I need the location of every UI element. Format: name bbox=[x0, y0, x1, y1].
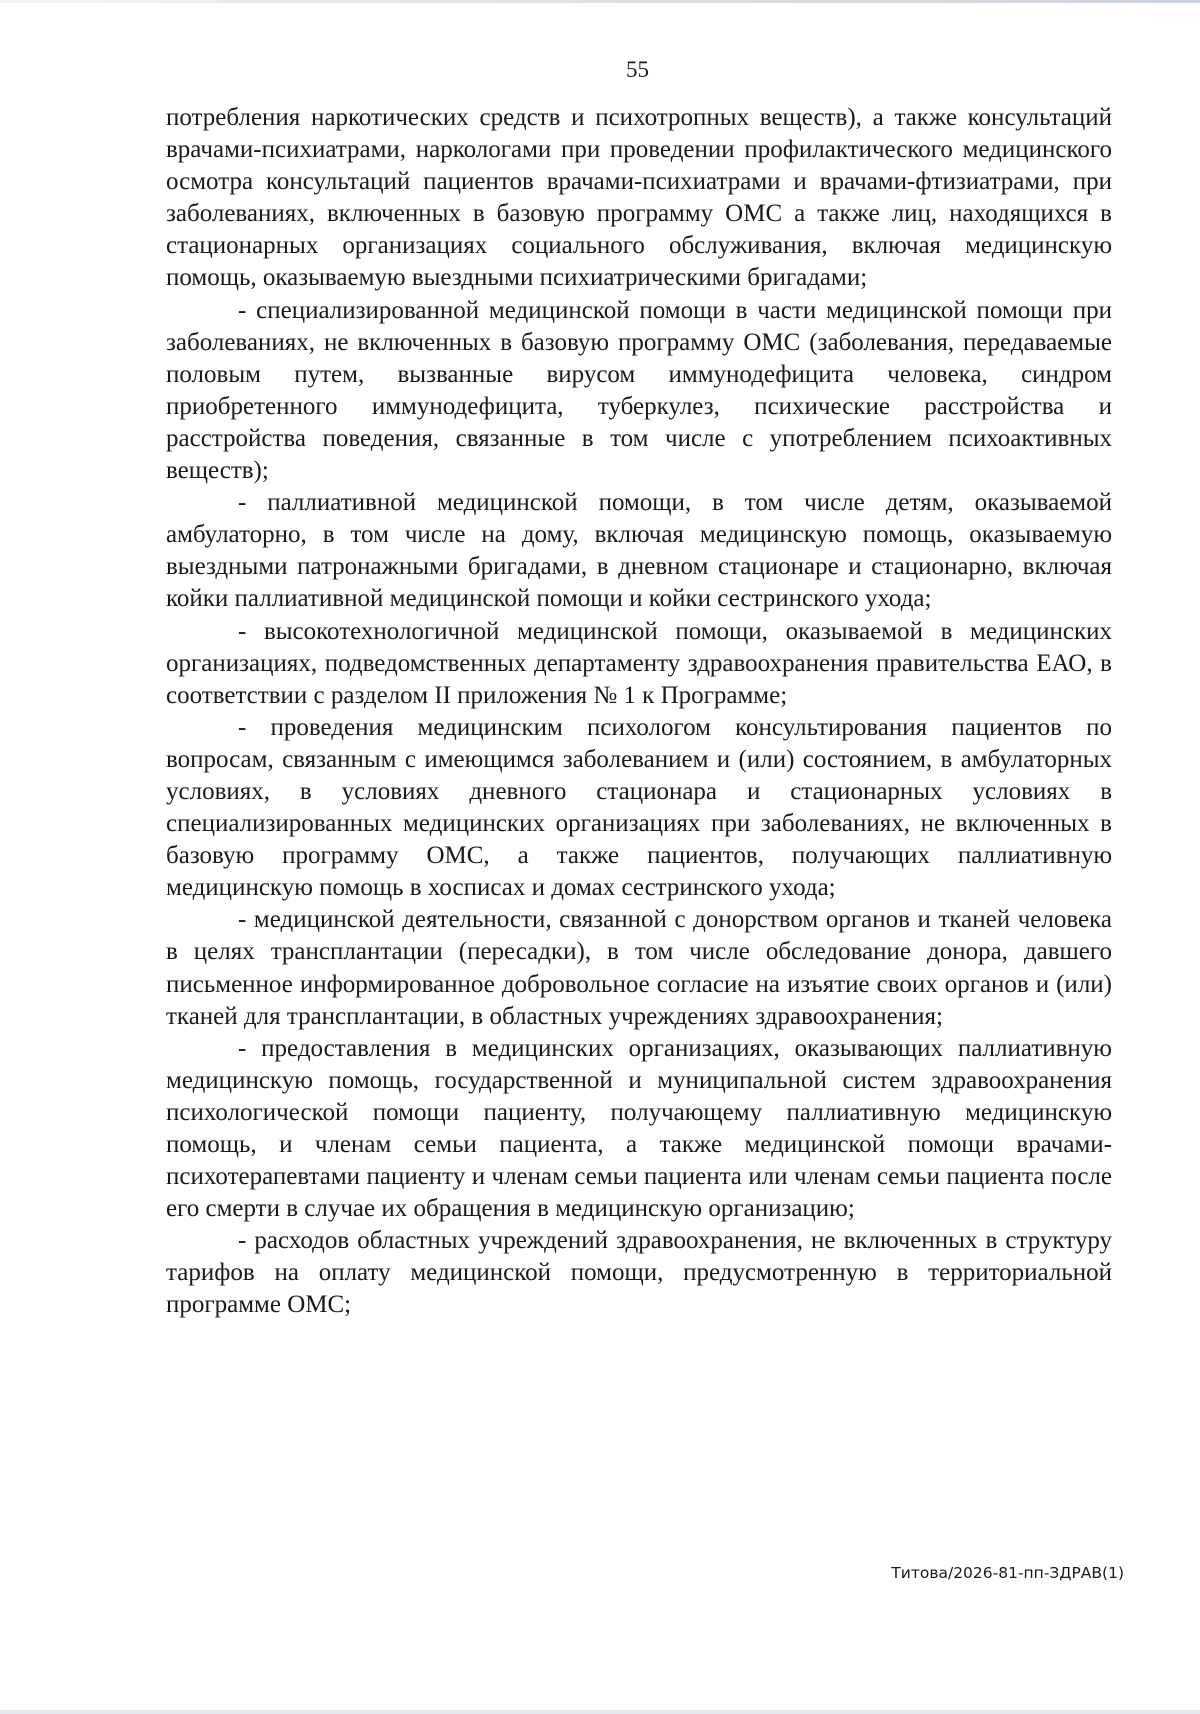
paragraph-organ-donation: - медицинской деятельности, связанной с донорством органов и тканей человека в целях трансплантации (пересадки), в том числе обследование донора, давшего письменное информированное добровольное согласие на изъятие своих органов и (или) тканей для трансплантации, в областных учреждениях здравоохранения; bbox=[166, 906, 1112, 1030]
scan-edge-bottom bbox=[0, 1710, 1200, 1714]
page-number: 55 bbox=[626, 57, 649, 82]
paragraph-specialized-care: - специализированной медицинской помощи в части медицинской помощи при заболеваниях, не включенных в базовую программу ОМС (заболевания, передаваемые половым путем, вызванные вирусом иммунодефицита человека, синдром приобретенного иммунодефицита, туберкулез, психические расстройства и расстройства поведения, связанные в том числе с употреблением психоактивных веществ); bbox=[166, 296, 1112, 485]
paragraph-expenses: - расходов областных учреждений здравоохранения, не включенных в структуру тарифов на оплату медицинской помощи, предусмотренную в территориальной программе ОМС; bbox=[166, 1227, 1112, 1319]
paragraph-high-tech-care: - высокотехнологичной медицинской помощи, оказываемой в медицинских организациях, подведомственных департаменту здравоохранения правительства ЕАО, в соответствии с разделом II приложения № 1 к Программе; bbox=[166, 617, 1112, 709]
document-code: Титова/2026-81-пп-ЗДРАВ(1) bbox=[891, 1564, 1124, 1582]
scan-edge-top bbox=[0, 0, 1200, 3]
paragraph-psychologist-consulting: - проведения медицинским психологом консультирования пациентов по вопросам, связанным с имеющимся заболеванием и (или) состоянием, в амбулаторных условиях, в условиях дневного стационара и стационарных условиях в специализированных медицинских организациях при заболеваниях, не включенных в базовую программу ОМС, а также пациентов, получающих паллиативную медицинскую помощь в хосписах и домах сестринского ухода; bbox=[166, 713, 1112, 902]
document-body bbox=[166, 102, 1112, 1322]
paragraph-continuation: потребления наркотических средств и психотропных веществ), а также консультаций врачами-психиатрами, наркологами при проведении профилактического медицинского осмотра консультаций пациентов врачами-психиатрами и врачами-фтизиатрами, при заболеваниях, включенных в базовую программу ОМС а также лиц, находящихся в стационарных организациях социального обслуживания, включая медицинскую помощь, оказываемую выездными психиатрическими бригадами; bbox=[166, 104, 1112, 292]
paragraph-psychological-help: - предоставления в медицинских организациях, оказывающих паллиативную медицинскую помощь, государственной и муниципальной систем здравоохранения психологической помощи пациенту, получающему паллиативную медицинскую помощь, и членам семьи пациента, а также медицинской помощи врачами-психотерапевтами пациенту и членам семьи пациента или членам семьи пациента после его смерти в случае их обращения в медицинскую организацию; bbox=[166, 1034, 1112, 1223]
paragraph-palliative-care: - паллиативной медицинской помощи, в том числе детям, оказываемой амбулаторно, в том числе на дому, включая медицинскую помощь, оказываемую выездными патронажными бригадами, в дневном стационаре и стационарно, включая койки паллиативной медицинской помощи и койки сестринского ухода; bbox=[166, 489, 1112, 613]
